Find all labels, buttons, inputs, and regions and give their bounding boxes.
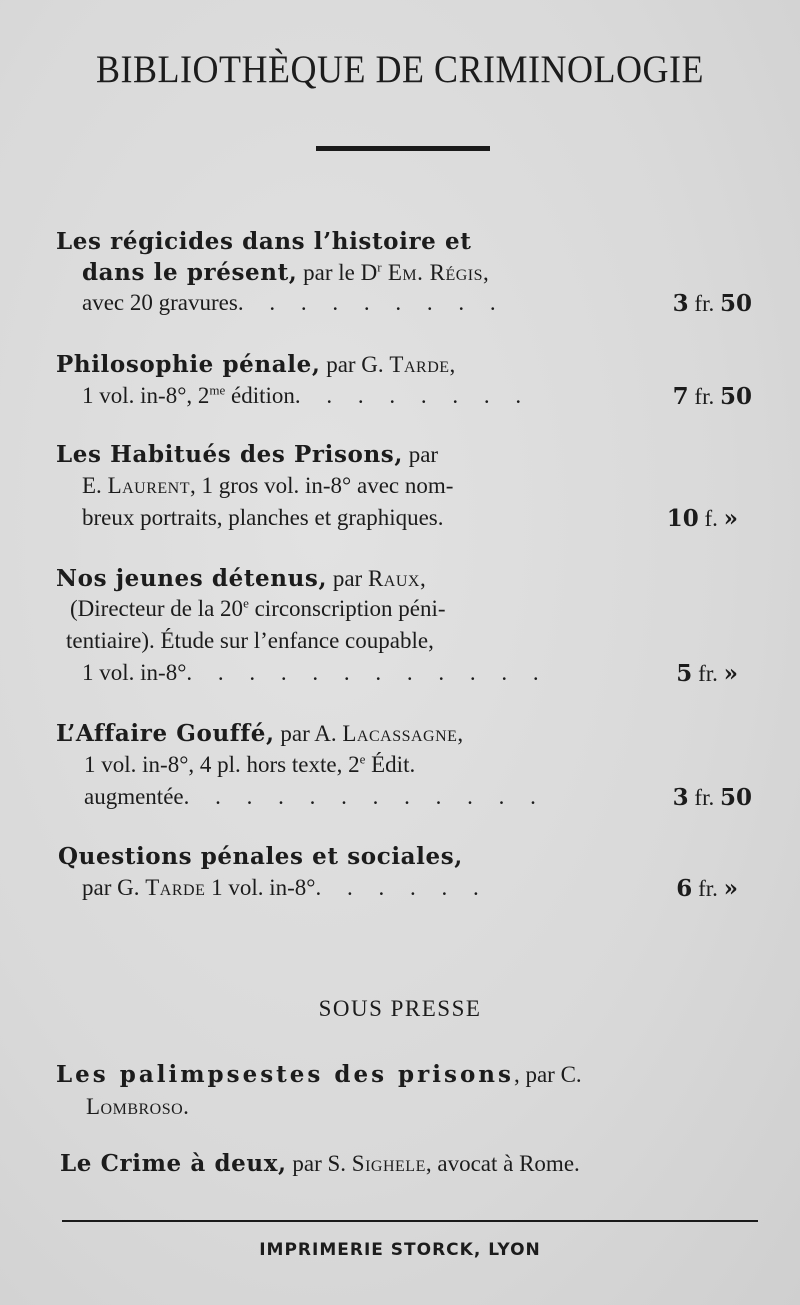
book-title: Les palimpsestes des prisons — [56, 1061, 514, 1088]
entry-line: 1 vol. in-8°. . . . . . . . . . . . — [82, 660, 549, 685]
entry-line: breux portraits, planches et graphiques. — [82, 505, 444, 530]
author-name: Raux, — [367, 566, 427, 591]
book-title: Le Crime à deux, — [60, 1150, 287, 1177]
author-name: Laurent — [107, 473, 190, 498]
entry-title-line — [58, 843, 463, 870]
entry-title-line: L’Affaire Gouffé, par A. Lacassagne, — [56, 720, 464, 747]
book-title: L’Affaire Gouffé, — [56, 720, 275, 747]
entry-line: 1 vol. in-8°, 4 pl. hors texte, 2e Édit. — [84, 751, 416, 777]
price: 10 f. » — [666, 505, 738, 532]
price: 3 fr. 50 — [672, 290, 752, 317]
footer-rule — [62, 1220, 758, 1222]
entry-line: dans le présent, par le $D^r$ Em. Régis, — [82, 259, 490, 286]
entry-line: E. Laurent, 1 gros vol. in-8° avec nom- — [82, 473, 454, 498]
entry-line: par G. Tarde 1 vol. in-8°. . . . . . — [82, 875, 489, 900]
price: 3 fr. 50 — [672, 784, 752, 811]
price: 5 fr. » — [676, 660, 738, 687]
sous-presse-heading: SOUS PRESSE — [318, 996, 482, 1021]
entry-line: tentiaire). Étude sur l’enfance coupable, — [66, 628, 434, 653]
book-title: Les régicides dans l’histoire et — [56, 228, 472, 255]
author-name: Lacassagne, — [342, 721, 464, 746]
price: 6 fr. » — [676, 875, 738, 902]
entry-line: augmentée. . . . . . . . . . . . — [84, 784, 546, 809]
entry-title-line: Nos jeunes détenus, par Raux, — [56, 565, 427, 592]
entry-line — [86, 1094, 189, 1120]
entry-line: avec 20 gravures. . . . . . . . . — [82, 290, 506, 315]
title-rule — [316, 146, 490, 151]
author-name: Lombroso. — [86, 1094, 190, 1119]
price: 7 fr. 50 — [672, 383, 752, 410]
forthcoming-entry-crime-a-deux: Le Crime à deux, par S. Sighele, avocat à Rome. — [60, 1150, 580, 1177]
entry-line: (Directeur de la 20e circonscription péni- — [70, 595, 446, 621]
page-title: BIBLIOTHÈQUE DE CRIMINOLOGIE — [96, 47, 704, 91]
book-title: dans le présent, — [82, 259, 298, 286]
printer-imprint: IMPRIMERIE STORCK, LYON — [259, 1240, 541, 1260]
book-title: Questions pénales et sociales, — [58, 843, 463, 870]
entry-line: 1 vol. in-8°, $2^{me}$ édition. . . . . . . . — [82, 382, 532, 408]
entry-title-line: Les Habitués des Prisons, par — [56, 441, 439, 468]
author-name: Tarde — [145, 875, 206, 900]
entry-title-line: Philosophie pénale, par G. Tarde, — [56, 351, 456, 378]
author-name: Em. Régis, — [381, 260, 490, 285]
book-title: Nos jeunes détenus, — [56, 565, 328, 592]
book-title: Les Habitués des Prisons, — [56, 441, 403, 468]
forthcoming-entry-palimpsestes: Les palimpsestes des prisons, par C. — [56, 1061, 582, 1088]
author-name: Tarde, — [389, 352, 456, 377]
book-title: Philosophie pénale, — [56, 351, 321, 378]
entry-title-line — [56, 228, 471, 255]
author-name: Sighele — [351, 1151, 426, 1176]
